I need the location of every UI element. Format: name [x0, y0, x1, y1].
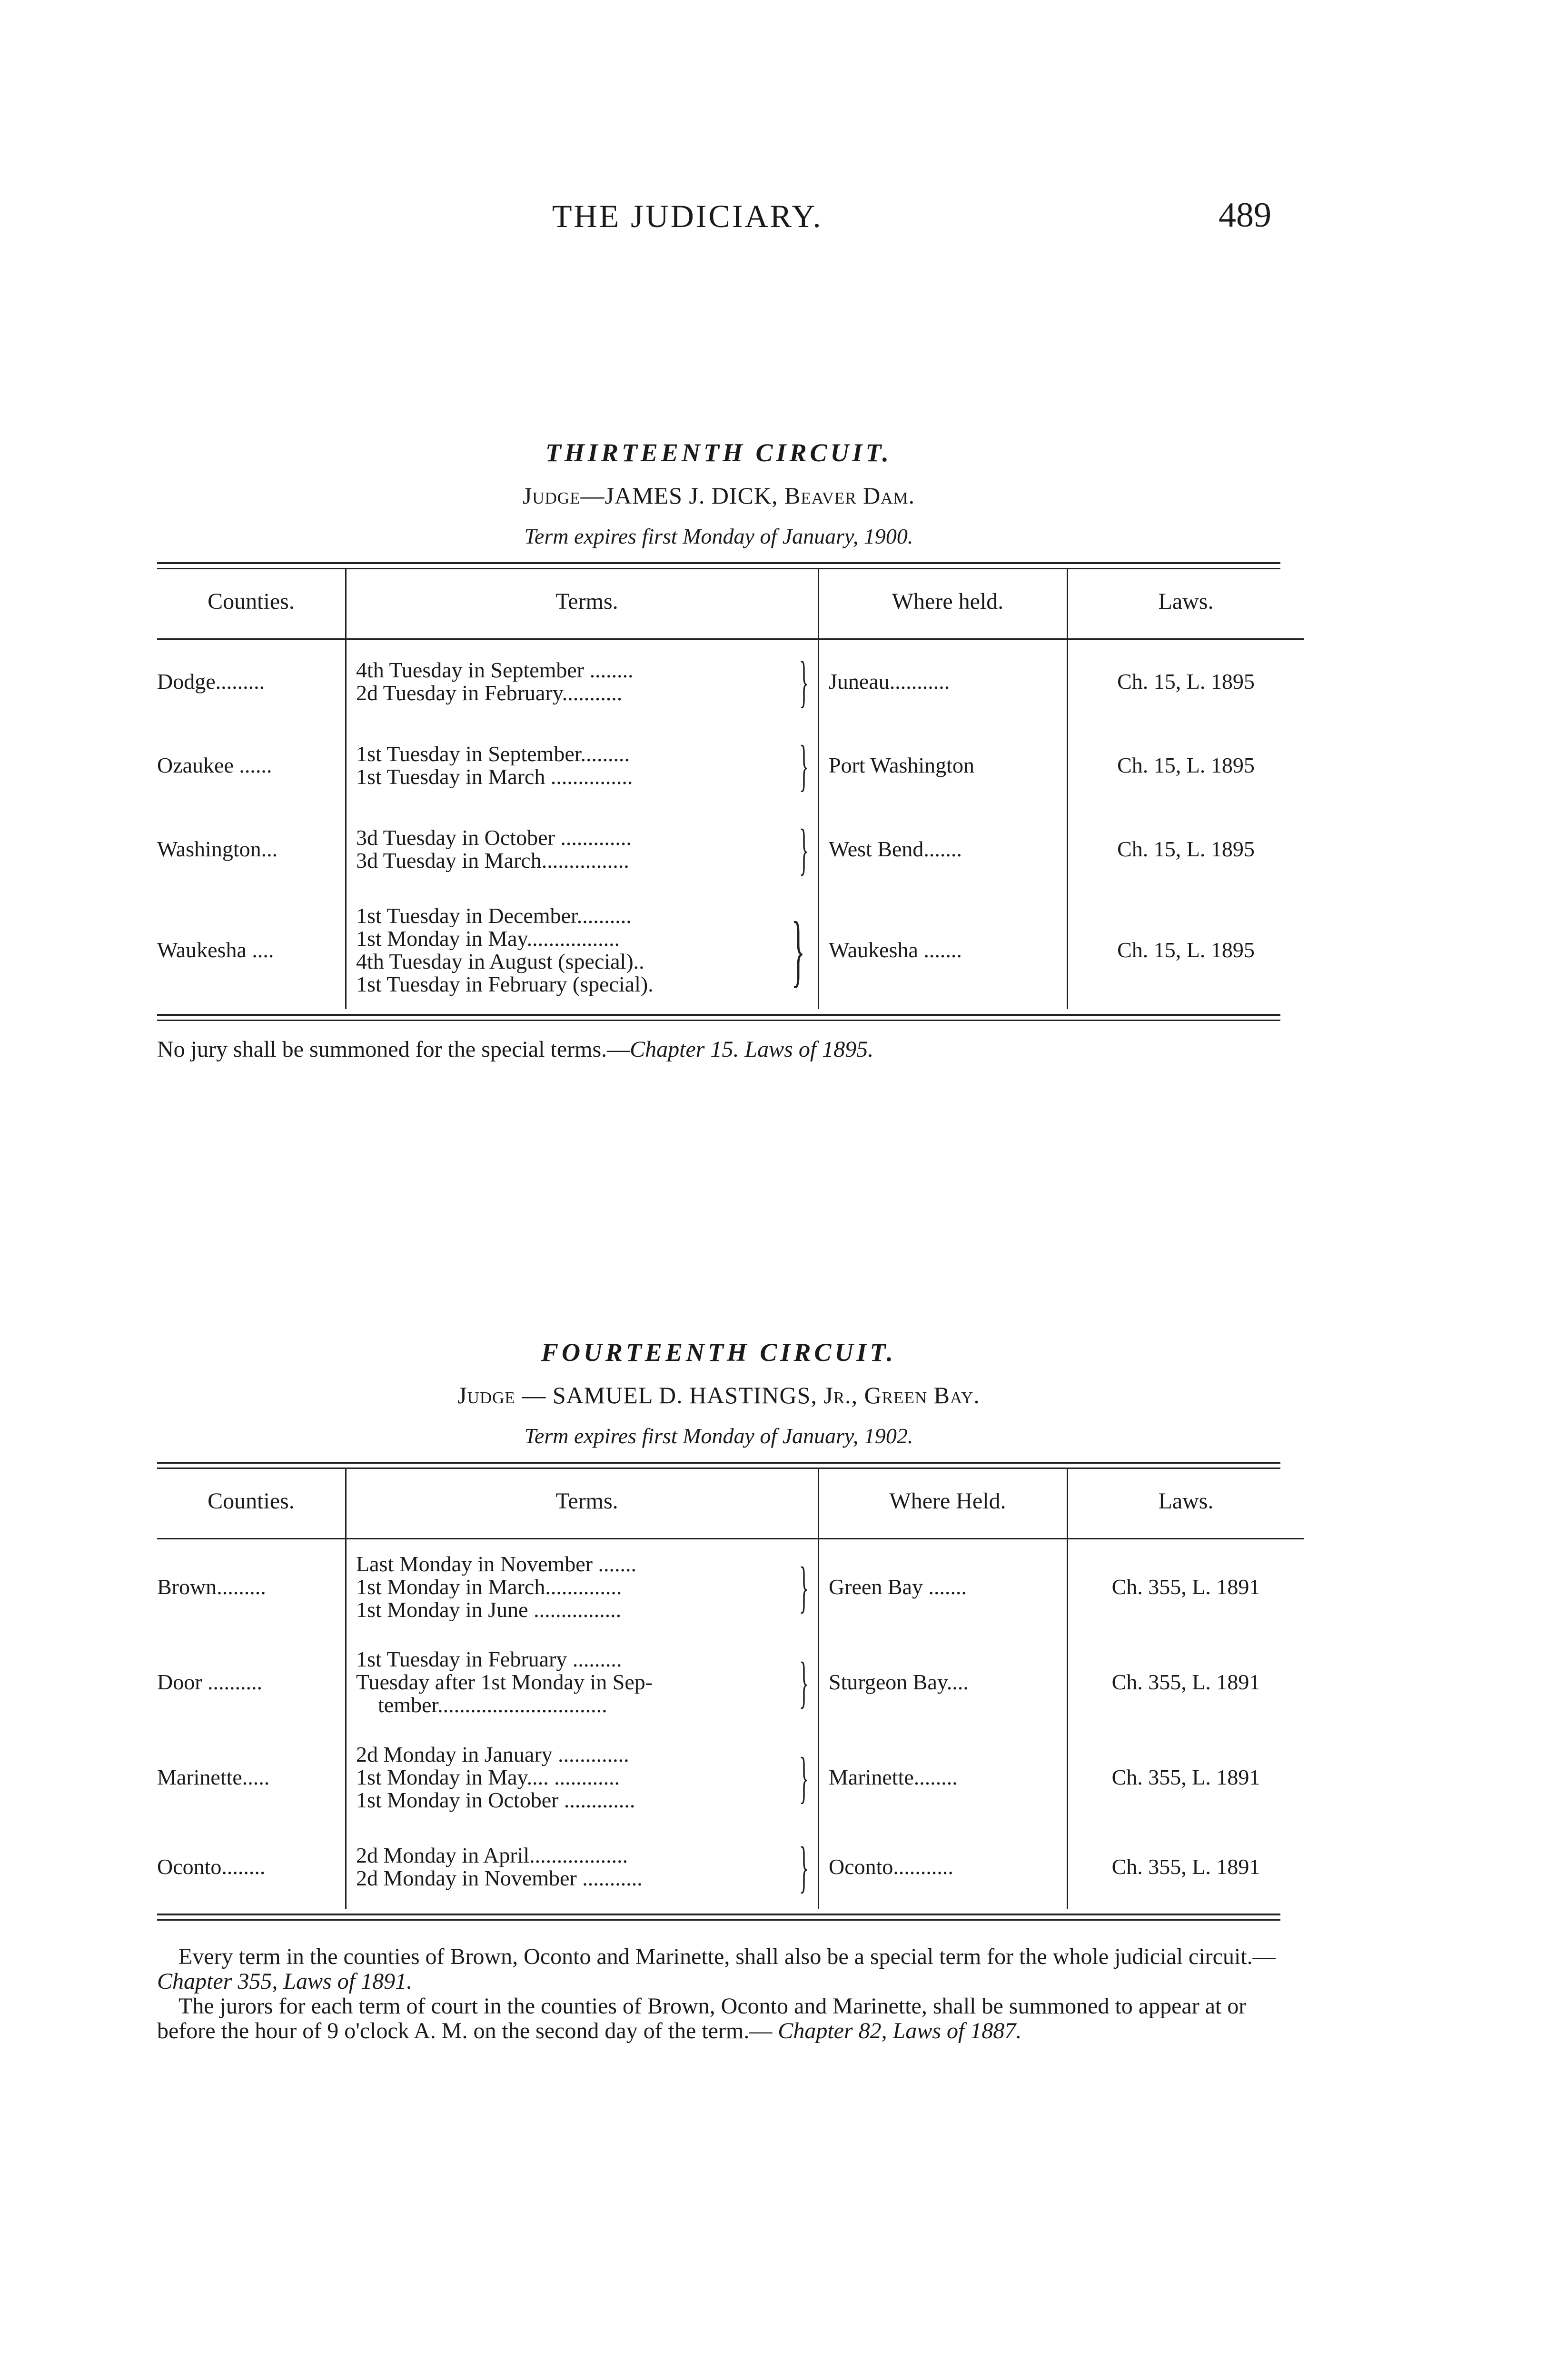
terms-cell [346, 1539, 819, 1635]
law-cell: Ch. 355, L. 1891 [1111, 1854, 1260, 1879]
brace-glyph: } [799, 650, 809, 713]
where-cell: Oconto........... [819, 1825, 1068, 1909]
brace-glyph: } [799, 1555, 809, 1618]
term-line: 1st Monday in May................. [356, 927, 620, 950]
table-row [157, 724, 1304, 807]
col-where-held: Where held. [819, 569, 1068, 639]
col-laws: Laws. [1068, 569, 1304, 639]
table-row [157, 891, 1304, 1009]
brace-glyph: } [791, 905, 805, 995]
table-bottom-rule [157, 1014, 1280, 1021]
county-cell: Brown......... [157, 1575, 266, 1599]
judge-suffix: Jr., Green Bay. [823, 1382, 980, 1408]
table-row [157, 639, 1304, 724]
judge-name: — SAMUEL D. HASTINGS, [515, 1382, 824, 1408]
judge-prefix: Judge [522, 482, 581, 509]
law-cell: Ch. 15, L. 1895 [1117, 753, 1255, 777]
terms-cell [346, 891, 819, 1009]
where-cell: Port Washington [819, 724, 1068, 807]
county-cell: Door .......... [157, 1670, 263, 1694]
thirteenth-circuit-section [157, 438, 1280, 1062]
brace-glyph: } [799, 734, 809, 797]
judge-name: —JAMES J. DICK, [580, 482, 785, 509]
term-line: Last Monday in November ....... [356, 1553, 636, 1576]
term-line: 1st Tuesday in December.......... [356, 904, 632, 927]
terms-cell [346, 807, 819, 891]
table-row [157, 1539, 1304, 1635]
terms-cell [346, 1635, 819, 1730]
table-row [157, 1825, 1304, 1909]
term-line: 1st Monday in May.... ............ [356, 1766, 620, 1789]
schedule-table [157, 1469, 1304, 1909]
fourteenth-circuit-section [157, 1338, 1280, 2043]
footnote-paragraph [157, 1994, 1280, 2043]
law-cell: Ch. 355, L. 1891 [1111, 1765, 1260, 1789]
term-line: 1st Tuesday in February (special). [356, 973, 654, 996]
where-cell: Waukesha ....... [819, 891, 1068, 1009]
term-line: 3d Tuesday in March................ [356, 849, 629, 872]
footnote-text: No jury shall be summoned for the special terms.— [157, 1037, 630, 1062]
table-row [157, 1730, 1304, 1825]
table-top-rule [157, 562, 1280, 569]
terms-cell [346, 639, 819, 724]
law-cell: Ch. 15, L. 1895 [1117, 837, 1255, 861]
circuit-title: THIRTEENTH CIRCUIT. [545, 438, 892, 467]
term-line: tember............................... [356, 1694, 607, 1716]
brace-glyph: } [799, 817, 809, 881]
law-cell: Ch. 15, L. 1895 [1117, 938, 1255, 962]
col-terms: Terms. [346, 1469, 819, 1539]
col-counties: Counties. [157, 1469, 346, 1539]
brace-glyph: } [799, 1835, 809, 1898]
term-expires: Term expires first Monday of January, 1900. [524, 524, 913, 548]
brace-glyph: } [799, 1745, 809, 1809]
brace-glyph: } [799, 1650, 809, 1714]
where-cell: Juneau........... [819, 639, 1068, 724]
term-line: 2d Tuesday in February........... [356, 682, 623, 704]
judge-line [157, 482, 1280, 509]
term-line: 1st Monday in June ................ [356, 1598, 622, 1621]
term-line: 1st Tuesday in September......... [356, 743, 630, 765]
term-line: 2d Monday in January ............. [356, 1743, 629, 1766]
table-row [157, 807, 1304, 891]
term-line: 2d Monday in April.................. [356, 1844, 628, 1867]
law-cell: Ch. 355, L. 1891 [1111, 1670, 1260, 1694]
term-line: 4th Tuesday in September ........ [356, 659, 634, 682]
county-cell: Ozaukee ...... [157, 753, 272, 777]
footnote-text: The jurors for each term of court in the counties of Brown, Oconto and Marinette, shall be summoned to appear at or before the hour of 9 o'clock A. M. on the second day of the term.— [157, 1993, 1247, 2043]
county-cell: Marinette..... [157, 1765, 270, 1789]
table-row [157, 1635, 1304, 1730]
footnote [157, 1037, 1280, 1062]
law-cell: Ch. 355, L. 1891 [1111, 1575, 1260, 1599]
terms-cell [346, 1730, 819, 1825]
terms-cell [346, 1825, 819, 1909]
where-cell: Marinette........ [819, 1730, 1068, 1825]
col-laws: Laws. [1068, 1469, 1304, 1539]
footnote-text: Every term in the counties of Brown, Oconto and Marinette, shall also be a special term for the whole judicial circuit.— [178, 1944, 1276, 1969]
judge-prefix: Judge [457, 1382, 515, 1408]
term-line: 1st Tuesday in February ......... [356, 1648, 622, 1671]
col-terms: Terms. [346, 569, 819, 639]
term-line: 1st Tuesday in March ............... [356, 765, 633, 788]
term-line: 1st Monday in October ............. [356, 1789, 635, 1812]
terms-cell [346, 724, 819, 807]
county-cell: Oconto........ [157, 1854, 266, 1879]
county-cell: Dodge......... [157, 669, 265, 694]
running-head: THE JUDICIARY. [552, 198, 823, 234]
term-line: Tuesday after 1st Monday in Sep- [356, 1671, 653, 1694]
circuit-title: FOURTEENTH CIRCUIT. [541, 1338, 897, 1367]
county-cell: Waukesha .... [157, 938, 274, 962]
term-line: 1st Monday in March.............. [356, 1576, 622, 1598]
footnote [157, 1944, 1280, 2043]
term-line: 3d Tuesday in October ............. [356, 826, 632, 849]
where-cell: Sturgeon Bay.... [819, 1635, 1068, 1730]
page-number: 489 [1219, 196, 1271, 235]
table-bottom-rule [157, 1914, 1280, 1921]
table-top-rule [157, 1462, 1280, 1469]
schedule-table [157, 569, 1304, 1009]
footnote-paragraph [157, 1944, 1280, 1994]
county-cell: Washington... [157, 837, 278, 861]
where-cell: West Bend....... [819, 807, 1068, 891]
term-expires: Term expires first Monday of January, 1902. [524, 1424, 913, 1448]
judge-line [157, 1381, 1280, 1409]
judge-city: Beaver Dam. [784, 482, 915, 509]
term-line: 4th Tuesday in August (special).. [356, 950, 644, 973]
term-line: 2d Monday in November ........... [356, 1867, 643, 1890]
col-where-held: Where Held. [819, 1469, 1068, 1539]
footnote-citation: Chapter 355, Laws of 1891. [157, 1969, 413, 1994]
footnote-citation: Chapter 82, Laws of 1887. [778, 2018, 1022, 2043]
col-counties: Counties. [157, 569, 346, 639]
law-cell: Ch. 15, L. 1895 [1117, 669, 1255, 694]
where-cell: Green Bay ....... [819, 1539, 1068, 1635]
footnote-citation: Chapter 15. Laws of 1895. [630, 1037, 874, 1062]
